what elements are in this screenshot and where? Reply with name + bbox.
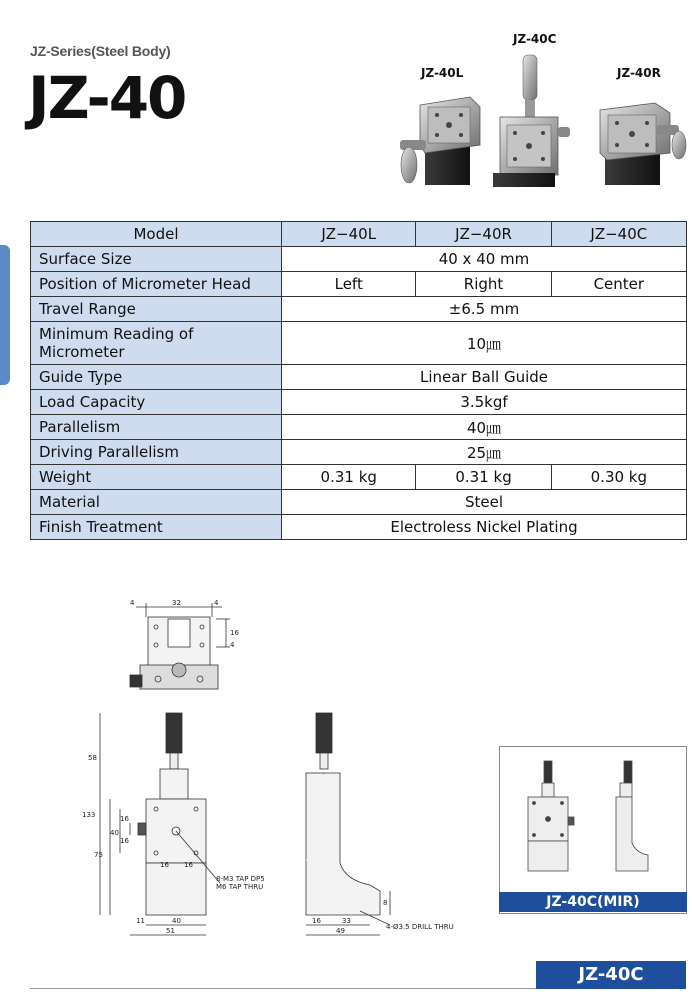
footer-model-tab: JZ-40C [536, 961, 686, 989]
dim-top-side-16: 16 [230, 629, 239, 637]
row-value-position-left: Left [282, 272, 416, 297]
note-drill-thru: 4-Ø3.5 DRILL THRU [386, 923, 454, 931]
row-label-parallelism: Parallelism [31, 415, 282, 440]
row-label-guide: Guide Type [31, 365, 282, 390]
table-row [31, 365, 687, 390]
row-value-weight-40c: 0.30 kg [551, 465, 686, 490]
dim-side-8: 8 [383, 899, 388, 907]
dim-top-32: 32 [172, 599, 181, 607]
row-label-position: Position of Micrometer Head [31, 272, 282, 297]
table-header-col-40l: JZ−40L [282, 222, 416, 247]
dim-front-bottom-16a: 16 [160, 861, 169, 869]
spec-table [30, 221, 687, 540]
row-label-weight: Weight [31, 465, 282, 490]
mir-variant-drawing [500, 747, 686, 893]
dim-front-133: 133 [82, 811, 96, 819]
row-value-weight-40l: 0.31 kg [282, 465, 416, 490]
side-tab-marker [0, 245, 10, 385]
dim-top-side-4: 4 [230, 641, 235, 649]
mir-variant-box [499, 746, 687, 914]
table-header-col-40r: JZ−40R [416, 222, 551, 247]
series-subtitle: JZ-Series(Steel Body) [30, 43, 171, 59]
dim-top-4b: 4 [214, 599, 219, 607]
photo-label-center: JZ-40C [513, 32, 557, 46]
row-value-finish: Electroless Nickel Plating [282, 515, 687, 540]
side-view [306, 713, 390, 935]
dim-front-bottom-40: 40 [172, 917, 181, 925]
table-row [31, 297, 687, 322]
table-row [31, 415, 687, 440]
row-value-parallelism: 40㎛ [282, 415, 687, 440]
row-label-driving: Driving Parallelism [31, 440, 282, 465]
dim-front-bottom-11: 11 [136, 917, 145, 925]
product-photos [395, 45, 690, 195]
stage-photo-left [400, 97, 480, 185]
row-value-weight-40r: 0.31 kg [416, 465, 551, 490]
dim-side-33: 33 [342, 917, 351, 925]
dim-side-16: 16 [312, 917, 321, 925]
table-row [31, 465, 687, 490]
note-m6-tap: M6 TAP THRU [216, 883, 264, 891]
table-row [31, 515, 687, 540]
row-label-material: Material [31, 490, 282, 515]
front-view [100, 713, 220, 935]
technical-drawing [80, 595, 460, 945]
row-value-surface: 40 x 40 mm [282, 247, 687, 272]
row-value-material: Steel [282, 490, 687, 515]
row-label-surface: Surface Size [31, 247, 282, 272]
table-header-model: Model [31, 222, 282, 247]
stage-photo-right [600, 103, 686, 185]
dim-front-bottom-16b: 16 [184, 861, 193, 869]
row-value-position-right: Right [416, 272, 551, 297]
table-row [31, 390, 687, 415]
row-value-guide: Linear Ball Guide [282, 365, 687, 390]
dim-front-bottom-51: 51 [166, 927, 175, 935]
table-row [31, 322, 687, 365]
dim-front-16b: 16 [120, 837, 129, 845]
photo-label-right: JZ-40R [617, 66, 661, 80]
row-label-min-reading: Minimum Reading of Micrometer [31, 322, 282, 365]
dim-top-4a: 4 [130, 599, 135, 607]
row-label-finish: Finish Treatment [31, 515, 282, 540]
stage-photo-center [493, 55, 570, 187]
row-label-load: Load Capacity [31, 390, 282, 415]
row-value-min-reading: 10㎛ [282, 322, 687, 365]
dim-front-40: 40 [110, 829, 119, 837]
photo-label-left: JZ-40L [421, 66, 464, 80]
table-row [31, 440, 687, 465]
top-view [130, 603, 230, 689]
row-value-load: 3.5kgf [282, 390, 687, 415]
dim-front-75: 75 [94, 851, 103, 859]
table-row [31, 272, 687, 297]
row-label-travel: Travel Range [31, 297, 282, 322]
dim-front-16a: 16 [120, 815, 129, 823]
dim-front-58: 58 [88, 754, 97, 762]
mir-variant-label: JZ-40C(MIR) [499, 892, 687, 912]
table-row [31, 490, 687, 515]
dim-side-49: 49 [336, 927, 345, 935]
page-title: JZ-40 [28, 64, 186, 132]
note-m3-tap: 8-M3 TAP DP5 [216, 875, 265, 883]
table-header-row [31, 222, 687, 247]
row-value-position-center: Center [551, 272, 686, 297]
table-header-col-40c: JZ−40C [551, 222, 686, 247]
row-value-travel: ±6.5 mm [282, 297, 687, 322]
table-row [31, 247, 687, 272]
row-value-driving: 25㎛ [282, 440, 687, 465]
